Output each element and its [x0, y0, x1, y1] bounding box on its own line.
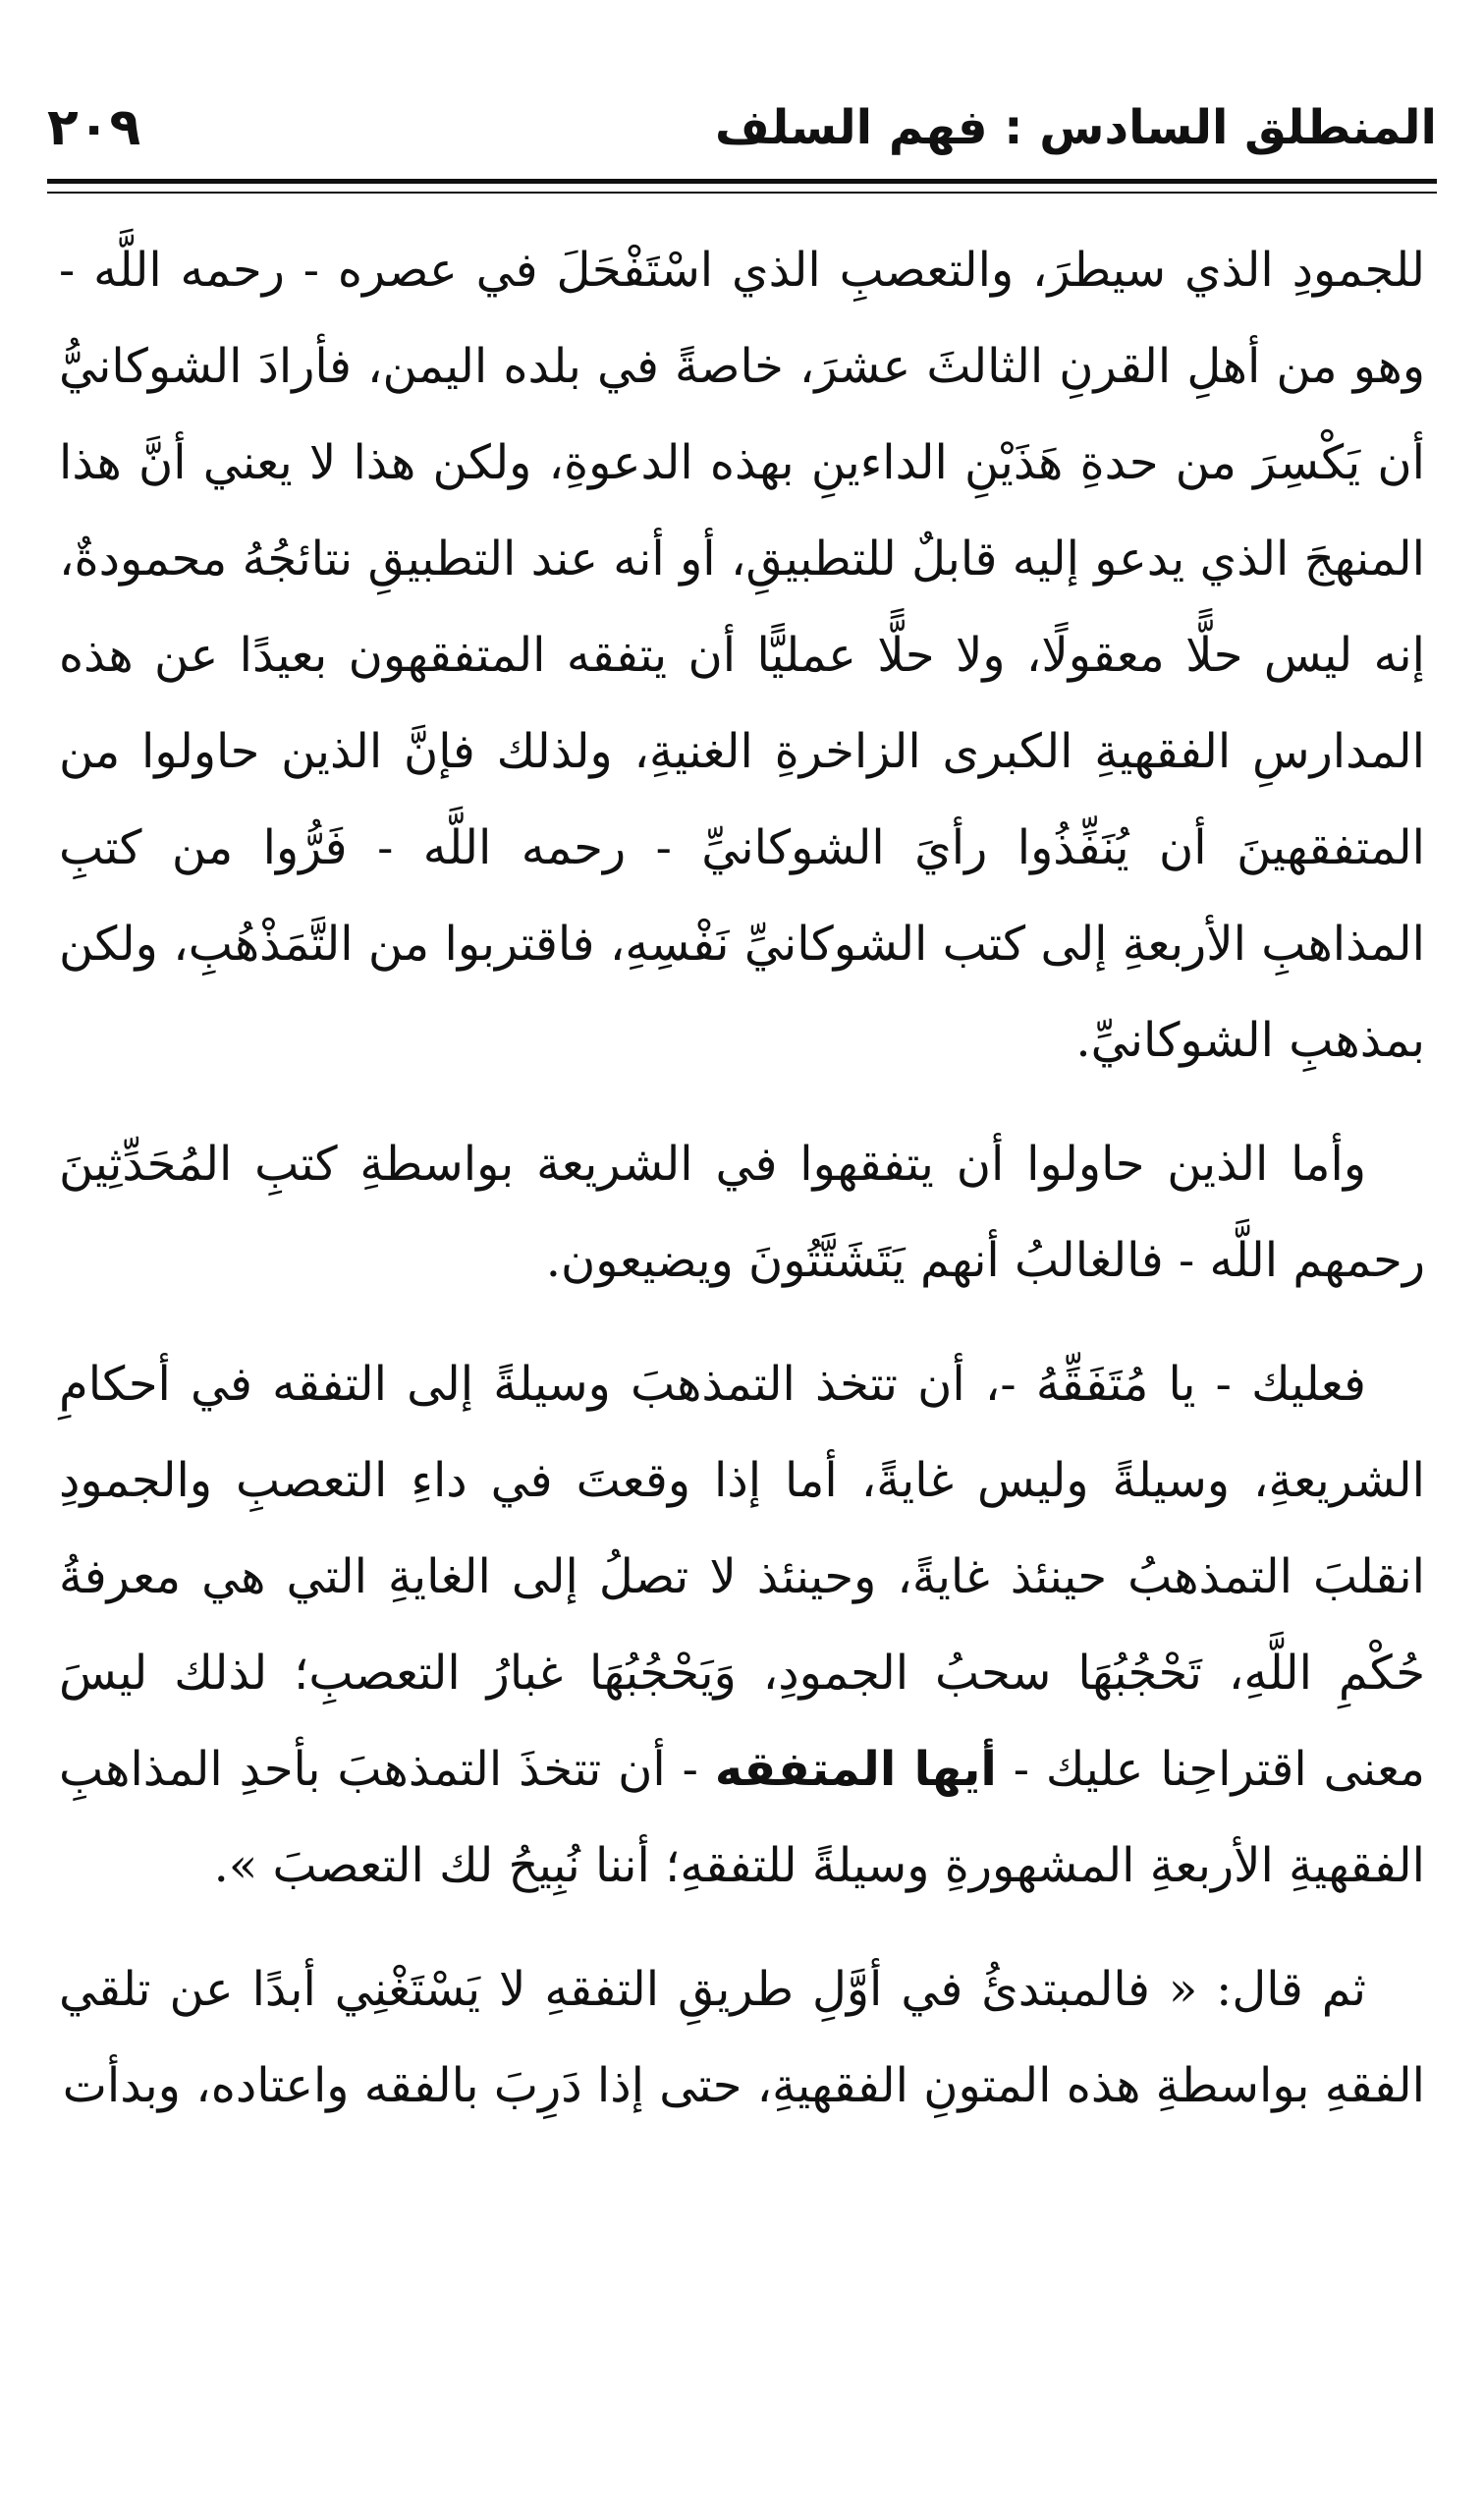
- page-number: ٢٠٩: [47, 98, 141, 157]
- emphasized-address: أيها المتفقه: [714, 1742, 997, 1797]
- body-text: [59, 222, 1425, 2134]
- header-rule-thin: [47, 192, 1437, 194]
- running-head: المنطلق السادس : فهم السلف: [715, 100, 1437, 155]
- paragraph-3: [59, 1336, 1425, 1914]
- page-header: [47, 98, 1437, 167]
- paragraph-3-before: فعليك - يا مُتَفَقِّهُ -، أن تتخذ التمذهبَ وسيلةً إلى التفقه في أحكامِ الشريعةِ، وسيلةً وليس غايةً، أما إذا وقعتَ في داءِ التعصبِ والجمودِ انقلبَ التمذهبُ حينئذ غايةً، وحينئذ لا تصلُ إلى الغايةِ التي هي معرفةُ حُكْمِ اللَّهِ، تَحْجُبُهَا سحبُ الجمودِ، وَيَحْجُبُهَا غبارُ التعصبِ؛ لذلك ليسَ معنى اقتراحِنا عليك -: [59, 1357, 1425, 1797]
- paragraph-3-after: - أن تتخذَ التمذهبَ بأحدِ المذاهبِ الفقهيةِ الأربعةِ المشهورةِ وسيلةً للتفقهِ؛ أننا نُبِيحُ لك التعصبَ ».: [59, 1742, 1425, 1893]
- header-rule-thick: [47, 179, 1437, 184]
- paragraph-2: وأما الذين حاولوا أن يتفقهوا في الشريعة بواسطةِ كتبِ المُحَدِّثِينَ رحمهم اللَّه - فالغالبُ أنهم يَتَشَتَّتُونَ ويضيعون.: [59, 1137, 1425, 1288]
- paragraph-1: للجمودِ الذي سيطرَ، والتعصبِ الذي اسْتَفْحَلَ في عصره - رحمه اللَّه - وهو من أهلِ القرنِ الثالثَ عشرَ، خاصةً في بلده اليمن، فأرادَ الشوكانيُّ أن يَكْسِرَ من حدةِ هَذَيْنِ الداءينِ بهذه الدعوةِ، ولكن هذا لا يعني أنَّ هذا المنهجَ الذي يدعو إليه قابلٌ للتطبيقِ، أو أنه عند التطبيقِ نتائجُهُ محمودةٌ، إنه ليس حلًّا معقولًا، ولا حلًّا عمليًّا أن يتفقه المتفقهون بعيدًا عن هذه المدارسِ الفقهيةِ الكبرى الزاخرةِ الغنيةِ، ولذلك فإنَّ الذين حاولوا من المتفقهينَ أن يُنَفِّذُوا رأيَ الشوكانيِّ - رحمه اللَّه - فَرُّوا من كتبِ المذاهبِ الأربعةِ إلى كتب الشوكانيِّ نَفْسِهِ، فاقتربوا من التَّمَذْهُبِ، ولكن بمذهبِ الشوكانيِّ.: [59, 243, 1425, 1068]
- paragraph-4: ثم قال: « فالمبتدئُ في أوَّلِ طريقِ التفقهِ لا يَسْتَغْنِي أبدًا عن تلقي الفقهِ بواسطةِ هذه المتونِ الفقهيةِ، حتى إذا دَرِبَ بالفقه واعتاده، وبدأت: [59, 1962, 1425, 2113]
